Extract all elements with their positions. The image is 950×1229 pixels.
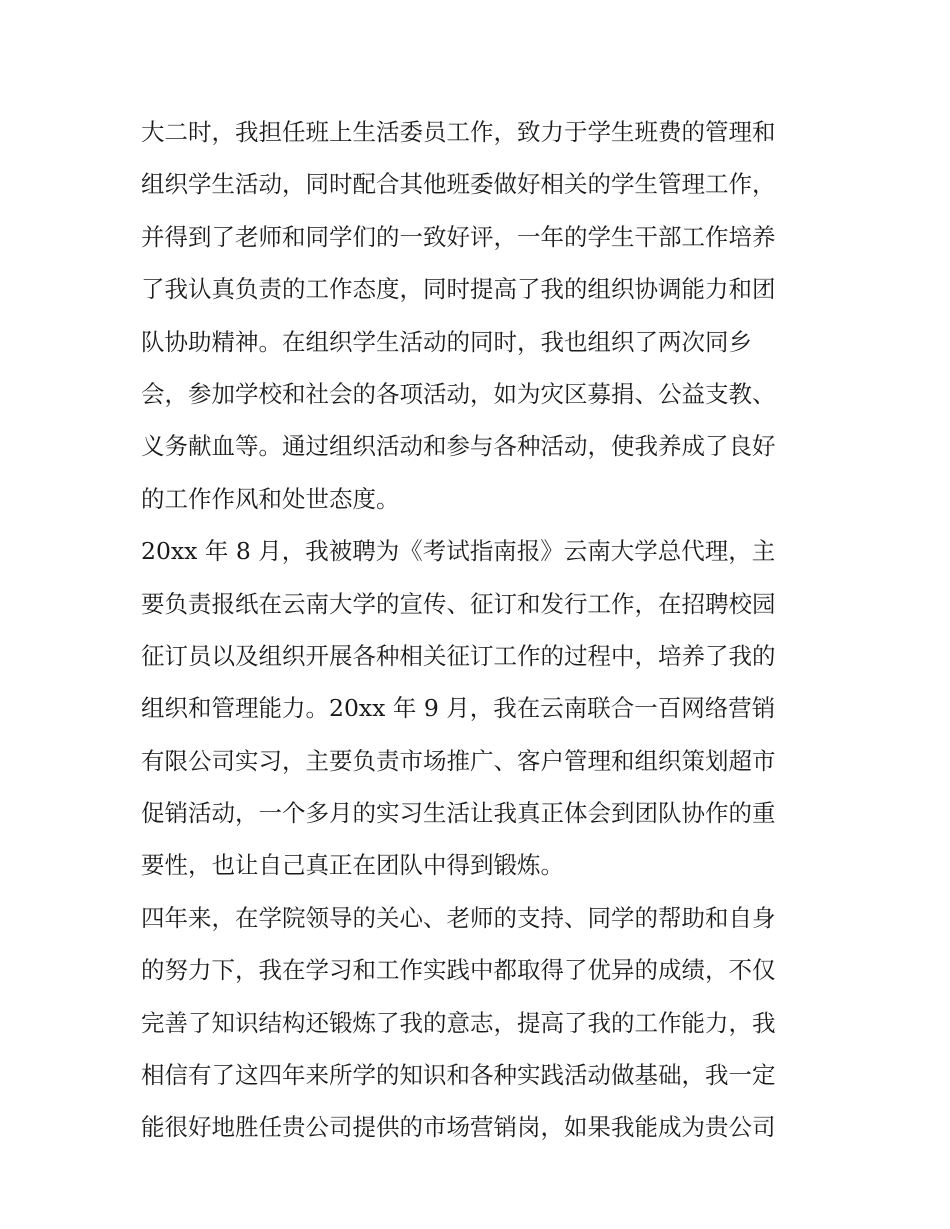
text-line: 要负责报纸在云南大学的宣传、征订和发行工作，在招聘校园 [141,589,776,618]
text-line: 能很好地胜任贵公司提供的市场营销岗，如果我能成为贵公司 [141,1113,776,1142]
text-line: 四年来，在学院领导的关心、老师的支持、同学的帮助和自身 [141,903,776,932]
text-line: 队协助精神。在组织学生活动的同时，我也组织了两次同乡 [141,327,752,356]
body-text [141,106,821,1154]
text-line: 会，参加学校和社会的各项活动，如为灾区募捐、公益支教、 [141,379,776,408]
text-line: 的努力下，我在学习和工作实践中都取得了优异的成绩，不仅 [141,956,776,985]
text-line: 大二时，我担任班上生活委员工作，致力于学生班费的管理和 [141,118,776,146]
text-line: 组织和管理能力。20xx 年 9 月，我在云南联合一百网络营销 [141,694,776,723]
text-line: 完善了知识结构还锻炼了我的意志，提高了我的工作能力，我 [141,1008,776,1037]
text-line: 20xx 年 8 月，我被聘为《考试指南报》云南大学总代理，主 [141,537,776,566]
text-line: 并得到了老师和同学们的一致好评，一年的学生干部工作培养 [141,222,776,251]
text-line: 相信有了这四年来所学的知识和各种实践活动做基础，我一定 [141,1061,776,1090]
text-line: 促销活动，一个多月的实习生活让我真正体会到团队协作的重 [141,799,776,828]
text-line: 了我认真负责的工作态度，同时提高了我的组织协调能力和团 [141,275,776,304]
text-line: 要性，也让自己真正在团队中得到锻炼。 [141,851,564,880]
text-line: 义务献血等。通过组织活动和参与各种活动，使我养成了良好 [141,432,776,461]
text-line: 组织学生活动，同时配合其他班委做好相关的学生管理工作， [141,170,776,199]
text-line: 征订员以及组织开展各种相关征订工作的过程中，培养了我的 [141,641,776,670]
text-line: 的工作作风和处世态度。 [141,484,400,513]
text-line: 有限公司实习，主要负责市场推广、客户管理和组织策划超市 [141,746,776,775]
